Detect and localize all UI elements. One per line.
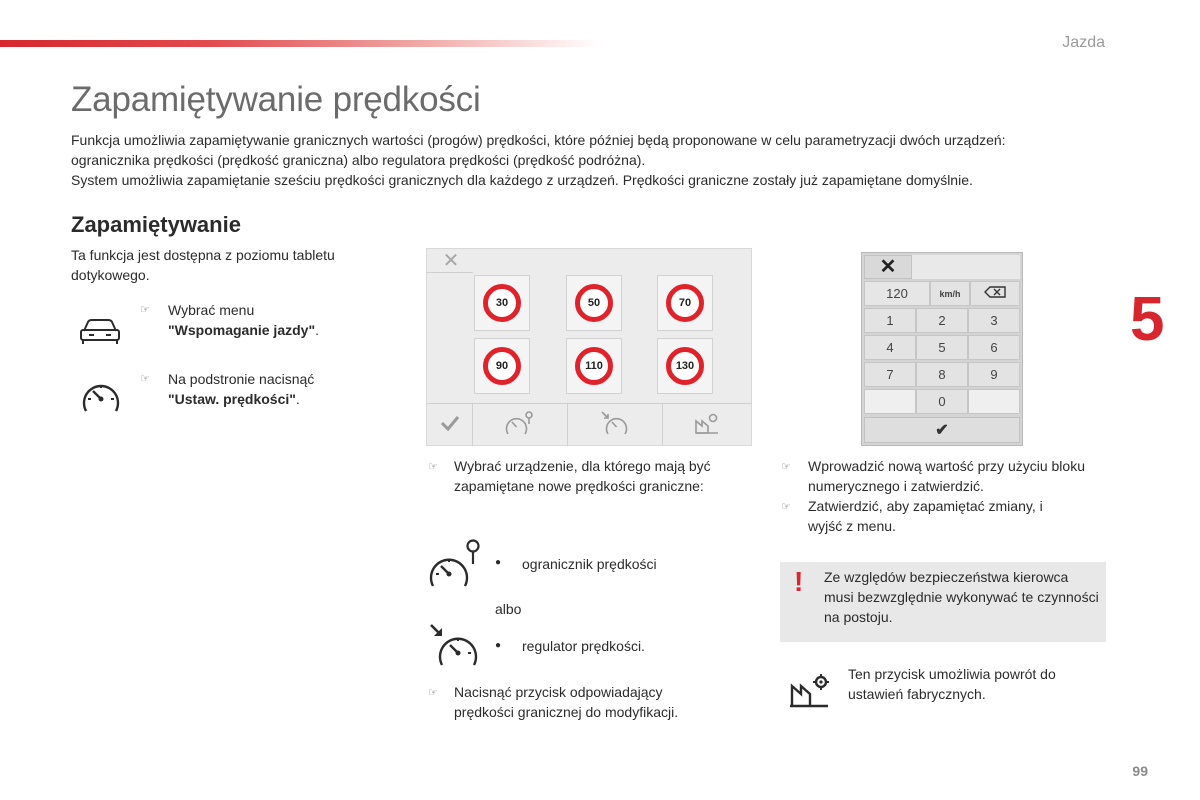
keypad-key[interactable]: 7 [864,362,916,387]
limiter-button[interactable] [473,404,568,446]
speed-sign-value: 90 [483,347,521,385]
keypad-key[interactable]: 1 [864,308,916,333]
factory-reset-text: Ten przycisk umożliwia powrót do ustawień fabrycznych. [848,666,1056,702]
close-icon[interactable]: ✕ [442,250,460,272]
pointer-bullet-icon: ☞ [140,304,150,316]
step-menu-end: . [315,322,319,338]
keypad-key[interactable]: 0 [916,389,968,414]
safety-warning [780,562,1106,642]
backspace-icon [984,286,1006,301]
keypad-key[interactable]: 6 [968,335,1020,360]
factory-reset-icon [788,672,832,710]
backspace-button[interactable] [970,281,1020,306]
speed-sign-value: 30 [483,284,521,322]
keypad-key[interactable]: 9 [968,362,1020,387]
keypad-key[interactable]: 3 [968,308,1020,333]
pointer-bullet-icon: ☞ [781,461,791,473]
step-speeds-strong: "Ustaw. prędkości" [168,391,296,407]
speed-button[interactable] [474,338,530,394]
pointer-bullet-icon: ☞ [140,373,150,385]
section-label: Jazda [1062,34,1105,51]
divider [427,272,473,273]
confirm-button[interactable] [427,404,473,446]
speed-settings-screen [426,248,752,446]
factory-reset-button[interactable] [663,404,751,446]
or-label: albo [495,601,522,617]
chapter-number: 5 [1130,285,1165,354]
confirm-text: Zatwierdzić, aby zapamiętać zmiany, i wyjść z menu. [808,498,1043,534]
step-menu-label: Wybrać menu [168,302,255,318]
car-icon [78,313,122,345]
dot-bullet-icon: ● [495,557,502,568]
speed-button[interactable] [474,275,530,331]
section-heading: Zapamiętywanie [71,212,241,237]
speed-button[interactable] [657,275,713,331]
speed-value-display: 120 [864,281,930,306]
page-number: 99 [1132,763,1148,779]
availability-text: Ta funkcja jest dostępna z poziomu tabletu dotykowego. [71,247,335,283]
press-button-text: Nacisnąć przycisk odpowiadający prędkości granicznej do modyfikacji. [454,684,679,720]
pointer-bullet-icon: ☞ [428,687,438,699]
step-speeds-label: Na podstronie nacisnąć [168,371,315,387]
intro-line-2: ogranicznika prędkości (prędkość graniczna) albo regulatora prędkości (prędkość podróżna). [71,152,646,168]
cruise-control-icon [428,622,484,668]
cruise-label: regulator prędkości. [522,638,645,654]
keypad-key-blank [864,389,916,414]
keypad-header [912,255,1020,279]
speed-button[interactable] [566,275,622,331]
close-icon[interactable]: ✕ [864,255,912,279]
step-menu-text [168,300,368,340]
select-device-text: Wybrać urządzenie, dla którego mają być zapamiętane nowe prędkości graniczne: [454,458,711,494]
keypad-key[interactable]: 8 [916,362,968,387]
speed-sign-value: 70 [666,284,704,322]
screen-toolbar [427,403,751,446]
warning-mark-icon: ! [794,566,804,597]
header-accent-bar [0,40,600,47]
speed-sign-value: 50 [575,284,613,322]
speed-limiter-icon [505,410,535,441]
step-menu-strong: "Wspomaganie jazdy" [168,322,316,338]
checkmark-icon [440,415,460,436]
intro-line-3: System umożliwia zapamiętanie sześciu prędkości granicznych dla każdego z urządzeń. Prędkości graniczne zostały już zapamiętane domyślnie. [71,172,973,188]
speed-sign-value: 110 [575,347,613,385]
unit-label: km/h [930,281,970,306]
keypad-key[interactable]: 4 [864,335,916,360]
enter-value-text: Wprowadzić nową wartość przy użyciu bloku numerycznego i zatwierdzić. [808,458,1085,494]
step-speeds-text [168,369,368,409]
speed-sign-value: 130 [666,347,704,385]
keypad-key[interactable]: 5 [916,335,968,360]
numeric-keypad-screen [861,252,1023,446]
speedometer-icon [80,378,122,416]
pointer-bullet-icon: ☞ [781,501,791,513]
pointer-bullet-icon: ☞ [428,461,438,473]
intro-line-1: Funkcja umożliwia zapamiętywanie granicznych wartości (progów) prędkości, które później będą proponowane w celu parametryzacji dwóch urządzeń: [71,132,1006,148]
warning-text: Ze względów bezpieczeństwa kierowca musi bezwzględnie wykonywać te czynności na postoju. [824,569,1099,625]
limiter-label: ogranicznik prędkości [522,556,657,572]
factory-reset-icon [694,411,720,440]
intro-text [71,130,1131,190]
page-title: Zapamiętywanie prędkości [71,80,481,119]
dot-bullet-icon: ● [495,640,502,651]
step-speeds-end: . [295,391,300,407]
speed-button[interactable] [566,338,622,394]
keypad-key[interactable]: 2 [916,308,968,333]
keypad-confirm-button[interactable]: ✔ [864,417,1020,443]
speed-limiter-icon [428,538,484,590]
speed-button[interactable] [657,338,713,394]
cruise-button[interactable] [568,404,663,446]
cruise-control-icon [600,410,630,441]
keypad-key-blank [968,389,1020,414]
